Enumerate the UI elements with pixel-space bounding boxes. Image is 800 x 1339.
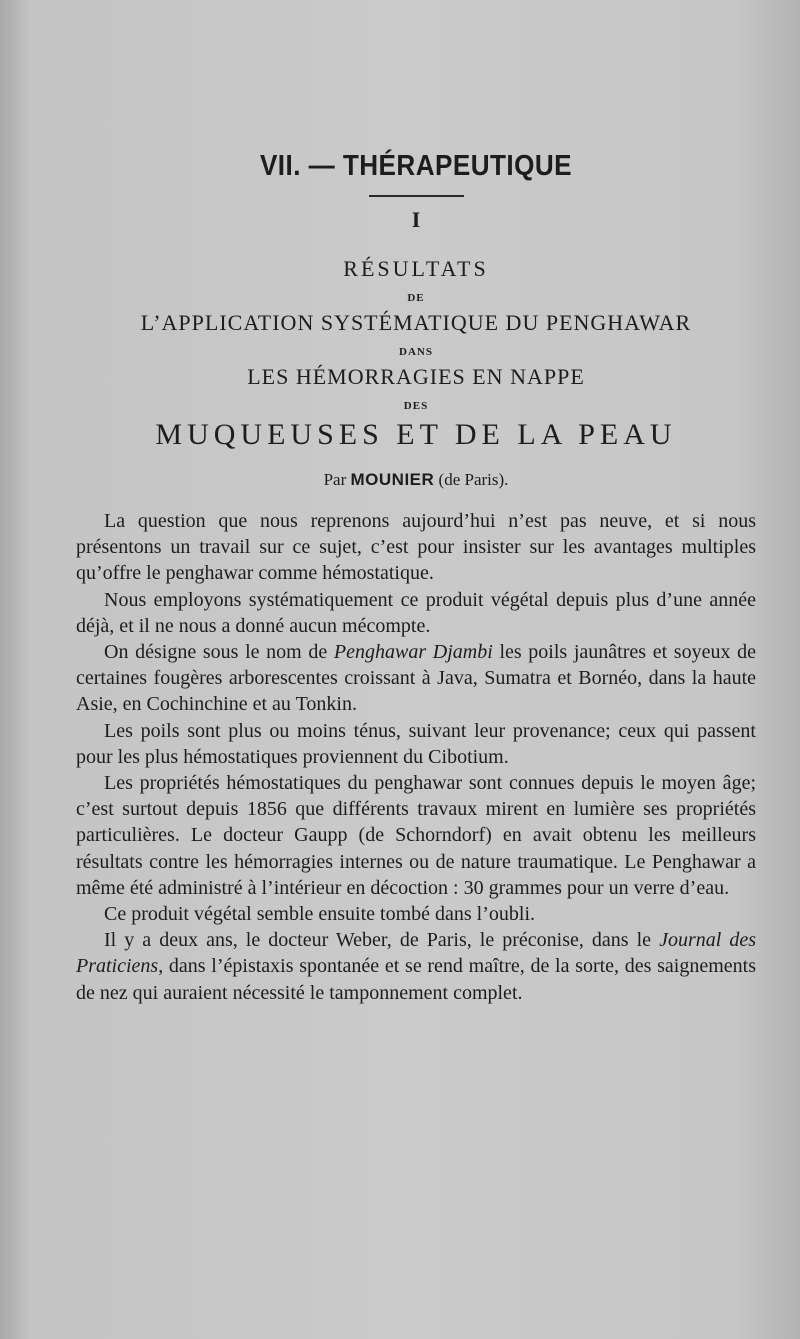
article-title-line-3: MUQUEUSES ET DE LA PEAU [155, 418, 677, 451]
section-title: VII. — THÉRAPEUTIQUE [259, 150, 573, 182]
byline [76, 470, 756, 490]
paragraph-text: On désigne sous le nom de [104, 641, 328, 664]
italic-term: Penghawar Djambi [333, 641, 493, 664]
paragraph [76, 927, 756, 1006]
title-rule [369, 195, 464, 197]
paragraph [76, 639, 756, 718]
journal-title: Journal des Praticiens [76, 929, 756, 978]
page-content [76, 150, 756, 1006]
title-connector-de: DE [407, 292, 425, 304]
title-connector-dans: DANS [399, 346, 433, 358]
paragraph: Ce produit végétal semble ensuite tombé dans l’oubli. [104, 903, 536, 926]
paragraph: Les propriétés hémostatiques du penghawar sont connues depuis le moyen âge; c’est surtout depuis 1856 que différents travaux mirent en lumière ses propriétés particulières. Le docteur Gaupp (de Schorndorf) en avait obtenu les meilleurs résultats contre les hémorragies internes ou de nature traumatique. Le Penghawar a même été administré à l’intérieur en décoction : 30 grammes pour un verre d’eau. [76, 772, 756, 899]
paragraph: Nous employons systématiquement ce produit végétal depuis plus d’une année déjà, et il ne nous a donné aucun mécompte. [76, 588, 756, 637]
article-numeral: I [411, 207, 421, 232]
byline-prefix: Par [323, 470, 347, 489]
author-name: MOUNIER [350, 470, 435, 489]
article-title-line-2: LES HÉMORRAGIES EN NAPPE [247, 364, 585, 389]
paragraph-text: , dans l’épistaxis spontanée et se rend maître, de la sorte, des saignements de nez qui auraient nécessité le tamponnement complet. [76, 955, 756, 1004]
paragraph: La question que nous reprenons aujourd’hui n’est pas neuve, et si nous présentons un travail sur ce sujet, c’est pour insister sur les avantages multiples qu’offre le penghawar comme hémostatique. [76, 510, 756, 585]
article-title-line-1: L’APPLICATION SYSTÉMATIQUE DU PENGHAWAR [140, 310, 692, 335]
paragraph: Les poils sont plus ou moins ténus, suivant leur provenance; ceux qui passent pour les plus hémostatiques proviennent du Cibotium. [76, 719, 756, 768]
article-title-main: RÉSULTATS [343, 256, 489, 281]
paragraph-text: Il y a deux ans, le docteur Weber, de Paris, le préconise, dans le [104, 929, 652, 952]
article-body [76, 508, 756, 1006]
paragraph-text: les poils jaunâtres et soyeux de certaines fougères arborescentes croissant à Java, Sumatra et Bornéo, dans la haute Asie, en Cochinchine et au Tonkin. [76, 641, 756, 716]
author-location: (de Paris). [438, 470, 509, 489]
title-connector-des: DES [403, 400, 429, 412]
